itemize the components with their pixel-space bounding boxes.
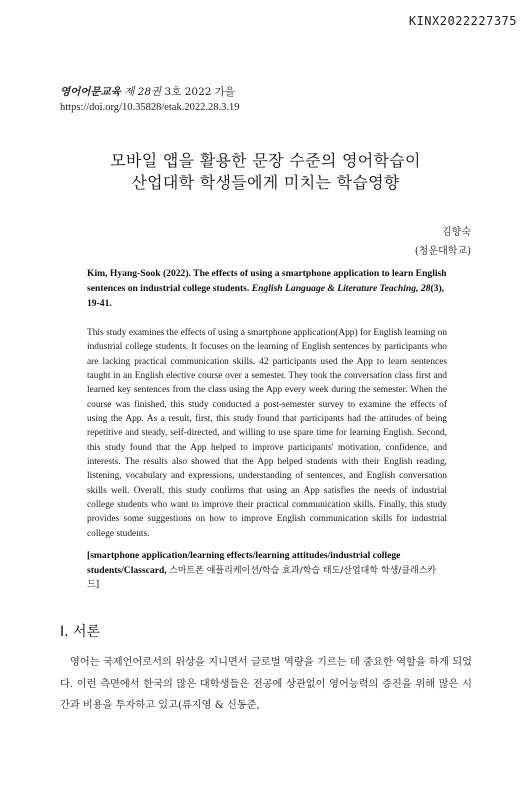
title-line-2: 산업대학 학생들에게 미치는 학습영향: [131, 173, 400, 192]
paper-title: [0, 150, 531, 194]
citation-suffix: (3), 19-41.: [87, 283, 445, 309]
journal-name: 영어어문교육: [60, 86, 121, 98]
author-affiliation: (청운대학교): [414, 246, 471, 257]
journal-issue: 3호: [164, 86, 182, 98]
citation-journal: English Language & Literature Teaching, 28: [251, 283, 431, 294]
kinx-id: KINX2022227375: [408, 14, 517, 28]
intro-paragraph: 영어는 국제언어로서의 위상을 지니면서 글로벌 역량을 기르는 데 중요한 역할을 하게 되었다. 이런 측면에서 한국의 많은 대학생들은 전공에 상관없이 영어능력의 증진을 위해 많은 시간과 비용을 투자하고 있고(류지영 & 신동준,: [60, 657, 472, 711]
journal-volume: 제 28권: [124, 86, 162, 98]
author-name: 김향숙: [442, 227, 471, 238]
section-heading: I. 서론: [60, 624, 101, 640]
journal-year: 2022 가을: [184, 86, 236, 98]
citation-prefix: Kim, Hyang-Sook (2022). The effects of using a smartphone application to learn English sentences on industrial college students.: [87, 268, 447, 294]
citation: [87, 266, 447, 311]
journal-info: [60, 84, 235, 99]
keywords: [87, 549, 447, 593]
author-block: [415, 223, 471, 261]
keywords-english: [smartphone application/learning effects/learning attitudes/industrial college students/Classcard,: [87, 550, 401, 576]
keywords-korean: 스마트폰 애플리케이션/학습 효과/학습 태도/산업대학 학생/클래스카드]: [87, 565, 437, 590]
abstract: This study examines the effects of using a smartphone application(App) for English learning on industrial college students. It focuses on the learning of English sentences by participants who are lacking practical communication skills. 42 participants used the App to learn sentences taught in an English elective course over a semester. They took the conversation class first and learned key sentences from the class using the App every week during the semester. When the course was finished, this study conducted a post-semester survey to examine the effects of using the App. As a result, first, this study found that participants had the attitudes of being repetitive and steady, self-directed, and willing to use spare time for learning English. Second, this study found that the App helped to improve participants' motivation, confidence, and interests. The results also showed that the App helped students with their English reading, listening, vocabulary and expressions, understanding of sentences, and English conversation skills well. Overall, this study confirms that using an App satisfies the needs of industrial college students who want to improve their practical communication skills. Finally, this study provides some suggestions on how to improve English communication skills for industrial college students.: [87, 328, 447, 539]
doi-link[interactable]: https://doi.org/10.35828/etak.2022.28.3.19: [60, 102, 240, 113]
title-line-1: 모바일 앱을 활용한 문장 수준의 영어학습이: [110, 151, 421, 170]
